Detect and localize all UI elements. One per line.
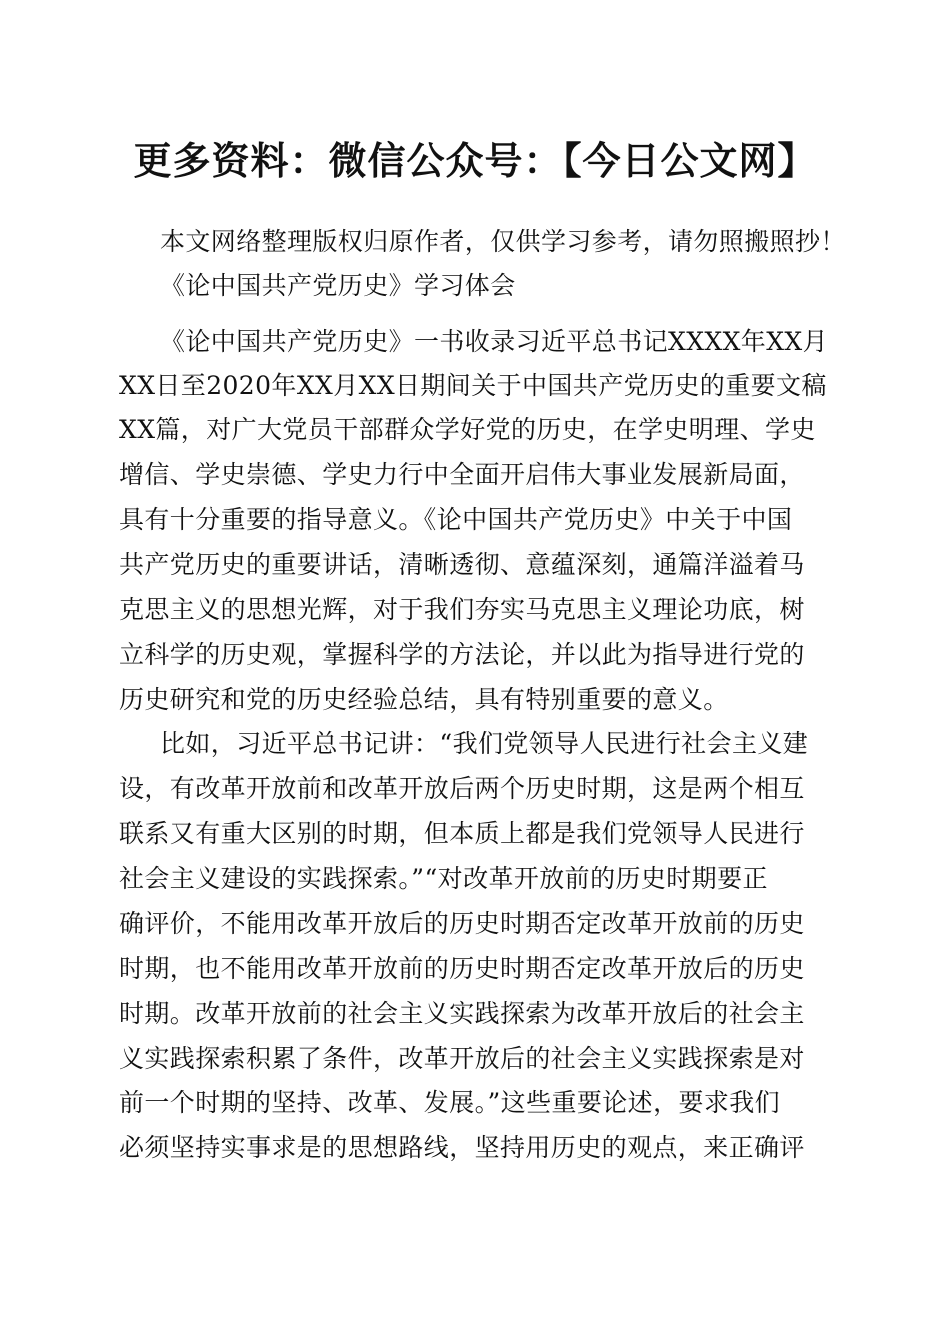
paragraph-line: 《论中国共产党历史》一书收录习近平总书记XXXX年XX月 [160,327,828,356]
document-title: 更多资料：微信公众号：【今日公文网】 [133,138,817,183]
paragraph-line: 时期，也不能用改革开放前的历史时期否定改革开放后的历史 [119,954,805,983]
paragraph-line: XX日至2020年XX月XX日期间关于中国共产党历史的重要文稿 [119,371,827,400]
paragraph-line: 社会主义建设的实践探索。”“对改革开放前的历史时期要正 [119,864,768,893]
paragraph-line: 必须坚持实事求是的思想路线，坚持用历史的观点，来正确评 [119,1133,805,1162]
paragraph-line: 比如，习近平总书记讲：“我们党领导人民进行社会主义建 [160,729,809,758]
paragraph-line: 确评价，不能用改革开放后的历史时期否定改革开放前的历史 [119,909,805,938]
paragraph-line: 义实践探索积累了条件，改革开放后的社会主义实践探索是对 [119,1044,805,1073]
paragraph-line: 克思主义的思想光辉，对于我们夯实马克思主义理论功底，树 [119,595,805,624]
paragraph-line: 立科学的历史观，掌握科学的方法论，并以此为指导进行党的 [119,640,805,669]
paragraph-line: 历史研究和党的历史经验总结，具有特别重要的意义。 [119,685,729,714]
paragraph-line: 时期。改革开放前的社会主义实践探索为改革开放后的社会主 [119,999,805,1028]
paragraph-line: 共产党历史的重要讲话，清晰透彻、意蕴深刻，通篇洋溢着马 [119,550,805,579]
paragraph-line: 具有十分重要的指导意义。《论中国共产党历史》中关于中国 [119,505,793,534]
article-title: 《论中国共产党历史》学习体会 [160,271,516,300]
paragraph-line: 联系又有重大区别的时期，但本质上都是我们党领导人民进行 [119,819,805,848]
paragraph-line: XX篇，对广大党员干部群众学好党的历史，在学史明理、学史 [119,415,816,444]
paragraph-line: 前一个时期的坚持、改革、发展。”这些重要论述，要求我们 [119,1088,781,1117]
paragraph-line: 增信、学史崇德、学史力行中全面开启伟大事业发展新局面， [119,460,805,489]
copyright-notice: 本文网络整理版权归原作者，仅供学习参考，请勿照搬照抄！ [160,227,846,256]
paragraph-line: 设，有改革开放前和改革开放后两个历史时期，这是两个相互 [119,774,805,803]
